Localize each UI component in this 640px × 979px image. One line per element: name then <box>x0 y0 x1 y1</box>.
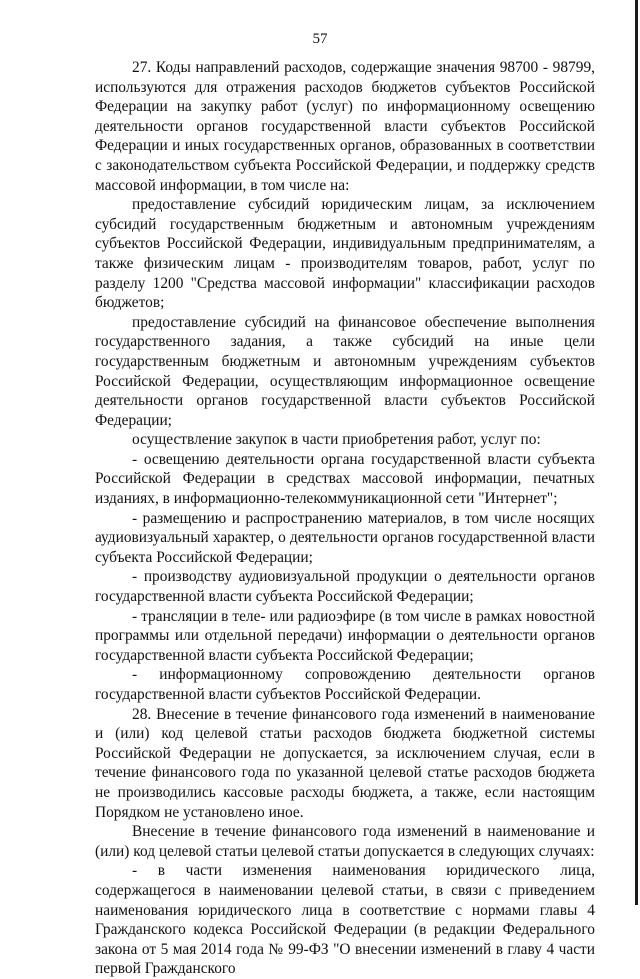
paragraph-12: - в части изменения наименования юридического лица, содержащегося в наименовании целевой статьи, в связи с приведением наименования юридического лица в соответствие с нормами главы 4 Гражданского кодекса Российской Федерации (в редакции Федерального закона от 5 мая 2014 года № 99-ФЗ "О внесении изменений в главу 4 части первой Гражданского <box>95 862 595 978</box>
paragraph-11: Внесение в течение финансового года изменений в наименование и (или) код целевой статьи целевой статьи допускается в следующих случаях: <box>95 823 595 860</box>
scan-edge-line <box>635 0 638 905</box>
paragraph-10: 28. Внесение в течение финансового года изменений в наименование и (или) код целевой статьи расходов бюджета бюджетной системы Российской Федерации не допускается, за исключением случая, если в течение финансового года по указанной целевой статье расходов бюджета не производились кассовые расходы бюджета, а также, если настоящим Порядком не установлено иное. <box>95 705 595 821</box>
paragraph-7: - производству аудиовизуальной продукции о деятельности органов государственной власти субъекта Российской Федерации; <box>95 568 595 606</box>
paragraph-9: - информационному сопровождению деятельности органов государственной власти субъектов Российской Федерации. <box>95 666 595 703</box>
page-number: 57 <box>312 31 328 47</box>
paragraph-6: - размещению и распространению материалов, в том числе носящих аудиовизуальный характер, о деятельности органов государственной власти субъекта Российской Федерации; <box>95 509 595 566</box>
paragraph-8: - трансляции в теле- или радиоэфире (в том числе в рамках новостной программы или отдельной передачи) информации о деятельности органов государственной власти субъекта Российской Федерации; <box>95 607 595 664</box>
paragraph-3: предоставление субсидий на финансовое обеспечение выполнения государственного задания, а также субсидий на иные цели государственным бюджетным и автономным учреждениям субъектов Российской Федерации, осуществляющим информационное освещение деятельности органов государственной власти субъектов Российской Федерации; <box>95 313 595 429</box>
paragraph-4: осуществление закупок в части приобретения работ, услуг по: <box>132 431 541 449</box>
document-body <box>95 58 595 979</box>
paragraph-2: предоставление субсидий юридическим лицам, за исключением субсидий государственным бюджетным и автономным учреждениям субъектов Российской Федерации, индивидуальным предпринимателям, а также физическим лицам - производителям товаров, работ, услуг по разделу 1200 "Средства массовой информации" классификации расходов бюджетов; <box>95 196 595 312</box>
paragraph-5: - освещению деятельности органа государственной власти субъекта Российской Федерации в средствах массовой информации, печатных изданиях, в информационно-телекоммуникационной сети "Интернет"; <box>95 450 595 508</box>
paragraph-1: 27. Коды направлений расходов, содержащие значения 98700 - 98799, используются для отражения расходов бюджетов субъектов Российской Федерации на закупку работ (услуг) по информационному освещению деятельности органов государственной власти субъектов Российской Федерации и иных государственных органов, образованных в соответствии с законодательством субъекта Российской Федерации, и поддержку средств массовой информации, в том числе на: <box>95 59 595 194</box>
